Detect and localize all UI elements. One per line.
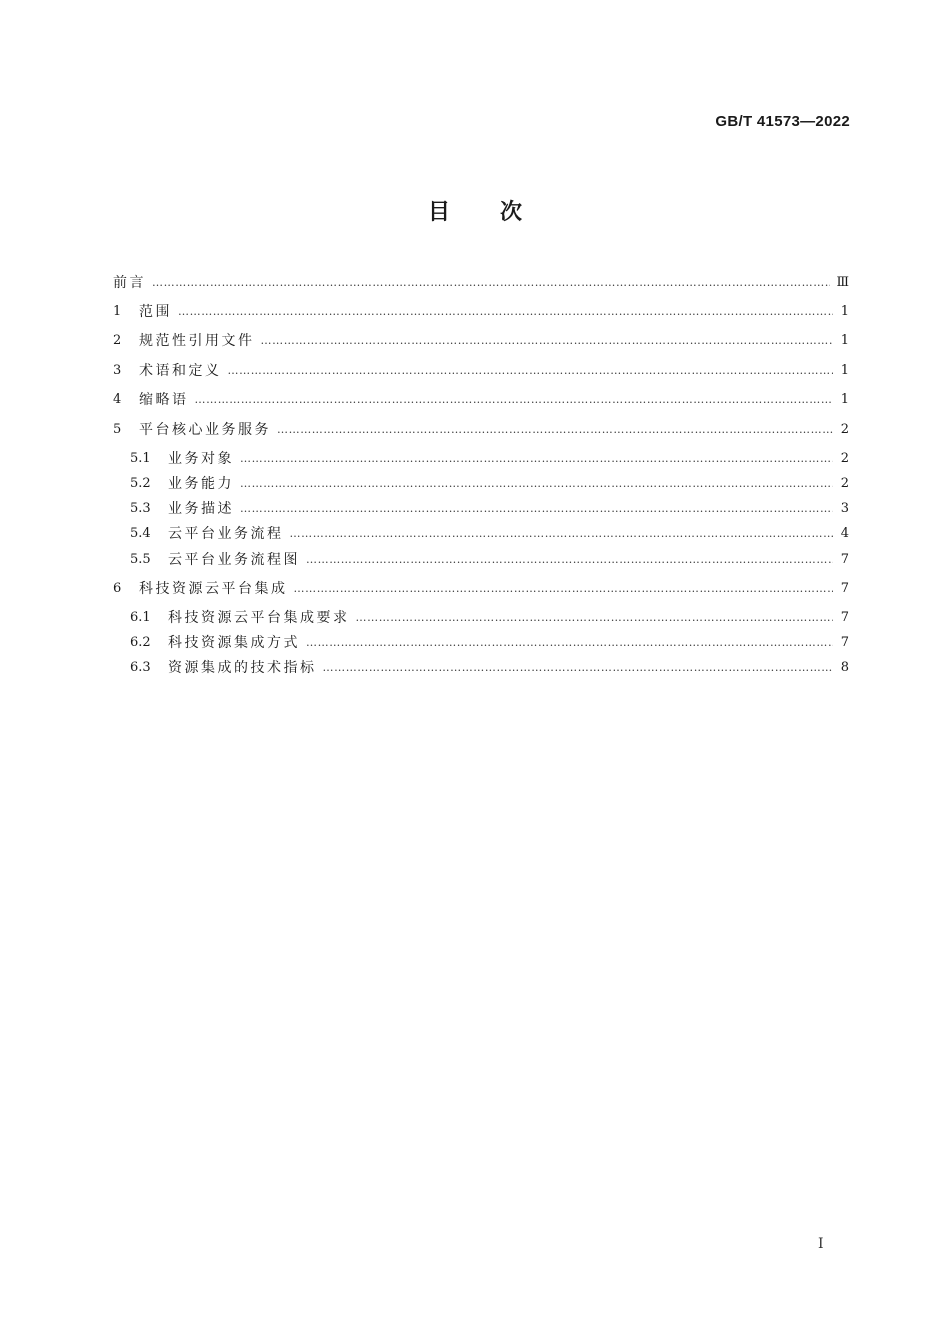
toc-entry-page: 1 (840, 304, 849, 319)
toc-entry-label: 科技资源云平台集成要求 (168, 610, 350, 626)
dot-leader (195, 391, 834, 411)
toc-entry-5-4[interactable] (113, 523, 849, 545)
toc-entry-6-3[interactable] (113, 657, 849, 679)
toc-entry-number: 1 (113, 304, 122, 319)
toc-entry-label: 科技资源云平台集成 (139, 581, 288, 597)
toc-entry-label: 资源集成的技术指标 (168, 660, 317, 676)
document-code: GB/T 41573—2022 (715, 113, 850, 130)
dot-leader (306, 634, 833, 654)
dot-leader (306, 551, 833, 571)
dot-leader (294, 580, 834, 600)
toc-entry-number: 6.3 (130, 660, 151, 675)
toc-entry-5-1[interactable] (113, 448, 849, 470)
toc-entry-page: 7 (840, 581, 849, 596)
toc-entry-number: 5 (113, 422, 122, 437)
toc-entry-5-5[interactable] (113, 549, 849, 571)
toc-entry-label: 缩略语 (139, 392, 189, 408)
toc-entry-number: 5.2 (130, 476, 151, 491)
toc-entry-5-2[interactable] (113, 473, 849, 495)
toc-entry-6[interactable] (113, 578, 849, 600)
dot-leader (178, 303, 833, 323)
page-number: I (818, 1236, 824, 1252)
toc-entry-number: 5.1 (130, 451, 151, 466)
toc-entry-label: 业务对象 (168, 451, 234, 467)
dot-leader (240, 475, 833, 495)
toc-entry-number: 3 (113, 363, 122, 378)
toc-entry-number: 4 (113, 392, 122, 407)
dot-leader (152, 274, 830, 294)
dot-leader (228, 362, 834, 382)
toc-entry-number: 6.2 (130, 635, 151, 650)
toc-entry-number: 5.5 (130, 552, 151, 567)
toc-entry-page: 4 (840, 526, 849, 541)
toc-entry-page: 2 (840, 476, 849, 491)
toc-entry-number: 6 (113, 581, 122, 596)
toc-entry-label: 平台核心业务服务 (139, 422, 271, 438)
toc-entry-label: 科技资源集成方式 (168, 635, 300, 651)
toc-entry-page: 1 (840, 363, 849, 378)
toc-entry-4[interactable] (113, 389, 849, 411)
toc-entry-number: 5.4 (130, 526, 151, 541)
dot-leader (240, 450, 833, 470)
dot-leader (290, 525, 834, 545)
toc-entry-label: 规范性引用文件 (139, 333, 255, 349)
toc-entry-label: 范围 (139, 304, 172, 320)
toc-entry-page: Ⅲ (836, 275, 849, 290)
toc-entry-page: 7 (840, 635, 849, 650)
toc-entry-number: 2 (113, 333, 122, 348)
toc-entry-number: 5.3 (130, 501, 151, 516)
toc-entry-5[interactable] (113, 419, 849, 441)
toc-entry-label: 业务描述 (168, 501, 234, 517)
toc-entry-3[interactable] (113, 360, 849, 382)
toc-entry-label: 云平台业务流程图 (168, 552, 300, 568)
toc-entry-page: 7 (840, 610, 849, 625)
toc-entry-label: 业务能力 (168, 476, 234, 492)
toc-entry-label: 前言 (113, 275, 146, 291)
toc-entry-2[interactable] (113, 330, 849, 352)
toc-entry-label: 术语和定义 (139, 363, 222, 379)
toc-entry-page: 7 (840, 552, 849, 567)
toc-entry-number: 6.1 (130, 610, 151, 625)
toc-entry-page: 1 (840, 392, 849, 407)
toc-entry-preface[interactable] (113, 272, 849, 294)
dot-leader (356, 609, 834, 629)
toc-entry-page: 3 (840, 501, 849, 516)
dot-leader (323, 659, 834, 679)
toc-entry-page: 2 (840, 451, 849, 466)
toc-entry-5-3[interactable] (113, 498, 849, 520)
dot-leader (277, 421, 833, 441)
toc-entry-6-1[interactable] (113, 607, 849, 629)
toc-entry-page: 1 (840, 333, 849, 348)
toc-entry-page: 2 (840, 422, 849, 437)
toc-title: 目次 (427, 200, 572, 225)
dot-leader (240, 500, 833, 520)
toc-entry-6-2[interactable] (113, 632, 849, 654)
toc-entry-label: 云平台业务流程 (168, 526, 284, 542)
toc-entry-1[interactable] (113, 301, 849, 323)
toc-entry-page: 8 (840, 660, 849, 675)
dot-leader (261, 332, 834, 352)
